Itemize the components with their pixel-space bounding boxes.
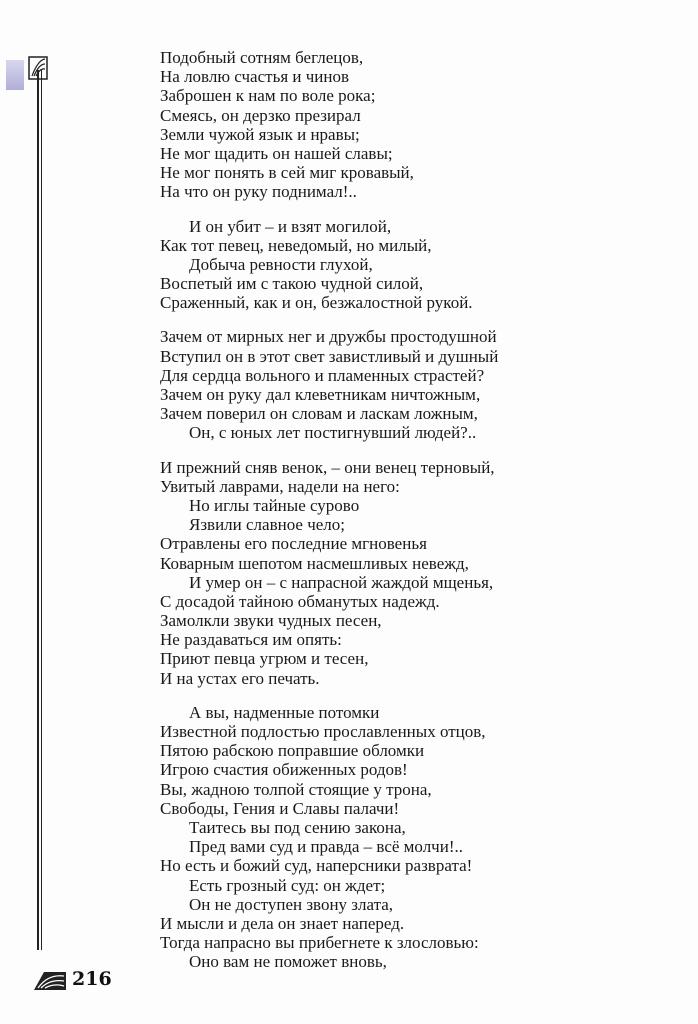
poem-line: Вступил он в этот свет завистливый и душный <box>160 346 499 366</box>
poem-line: Воспетый им с такою чудной силой, <box>160 274 424 294</box>
poem-line: Увитый лаврами, надели на него: <box>160 476 400 496</box>
stanza <box>160 327 498 442</box>
poem-line: И прежний сняв венок, – они венец терновый, <box>160 457 495 477</box>
ornament-bottom-icon <box>32 970 68 992</box>
poem-line: Замолкли звуки чудных песен, <box>160 611 382 631</box>
poem-line: Не мог щадить он нашей славы; <box>160 143 393 163</box>
poem-line: На ловлю счастья и чинов <box>160 67 350 87</box>
poem-line: И умер он – с напрасной жаждой мщенья, <box>189 572 494 592</box>
poem-line: Как тот певец, неведомый, но милый, <box>160 235 432 255</box>
stanza <box>160 217 498 313</box>
poem-line: И мысли и дела он знает наперед. <box>160 913 405 933</box>
poem-line: И на устах его печать. <box>160 668 320 688</box>
poem-line: Язвили славное чело; <box>189 515 346 535</box>
poem-line: Добыча ревности глухой, <box>189 254 373 274</box>
poem-line: Таитесь вы под сению закона, <box>189 817 406 837</box>
poem-line: Подобный сотням беглецов, <box>160 48 364 67</box>
poem-line: Зачем он руку дал клеветникам ничтожным, <box>160 385 481 404</box>
poem-line: Он не доступен звону злата, <box>189 894 394 914</box>
poem-line: Смеясь, он дерзко презирал <box>160 105 361 125</box>
poem-line: Не раздаваться им опять: <box>160 630 342 650</box>
poem-line: Известной подлостью прославленных отцов, <box>160 722 486 741</box>
stanza <box>160 458 498 688</box>
decorative-vertical-rule <box>37 70 42 950</box>
poem-line: Зачем поверил он словам и ласкам ложным, <box>160 404 478 424</box>
poem-line: Сраженный, как и он, безжалостной рукой. <box>160 293 473 313</box>
poem-line: Отравлены его последние мгновенья <box>160 534 427 554</box>
poem-line: Есть грозный суд: он ждет; <box>189 875 386 895</box>
poem-line: Не мог понять в сей миг кровавый, <box>160 163 414 183</box>
page-number: 216 <box>72 968 112 990</box>
stanza <box>160 703 498 972</box>
poem-line: Вы, жадною толпой стоящие у трона, <box>160 779 432 799</box>
poem-line: Приют певца угрюм и тесен, <box>160 649 369 669</box>
poem-line: Земли чужой язык и нравы; <box>160 124 360 144</box>
poem-line: С досадой тайною обманутых надежд. <box>160 591 440 611</box>
poem-line: Но иглы тайные сурово <box>189 495 360 515</box>
poem-line: Пятою рабскою поправшие обломки <box>160 741 425 761</box>
poem-line: Тогда напрасно вы прибегнете к злословью: <box>160 933 479 953</box>
poem-line: Он, с юных лет постигнувший людей?.. <box>189 423 477 443</box>
poem-line: Но есть и божий суд, наперсники разврата! <box>160 856 473 876</box>
poem-line: Пред вами суд и правда – всё молчи!.. <box>189 837 463 857</box>
poem-text <box>160 48 498 986</box>
poem-line: Заброшен к нам по воле рока; <box>160 86 376 106</box>
poem-line: На что он руку поднимал!.. <box>160 182 357 202</box>
stanza <box>160 48 498 202</box>
poem-line: Игрою счастия обиженных родов! <box>160 760 408 780</box>
poem-line: А вы, надменные потомки <box>189 702 380 722</box>
page-tab-marker <box>6 60 24 90</box>
poem-line: Коварным шепотом насмешливых невежд, <box>160 553 469 573</box>
poem-line: Зачем от мирных нег и дружбы простодушной <box>160 327 497 347</box>
poem-line: И он убит – и взят могилой, <box>189 216 392 236</box>
poem-line: Для сердца вольного и пламенных страстей? <box>160 365 485 385</box>
poem-line: Оно вам не поможет вновь, <box>189 952 387 972</box>
poem-line: Свободы, Гения и Славы палачи! <box>160 798 400 818</box>
